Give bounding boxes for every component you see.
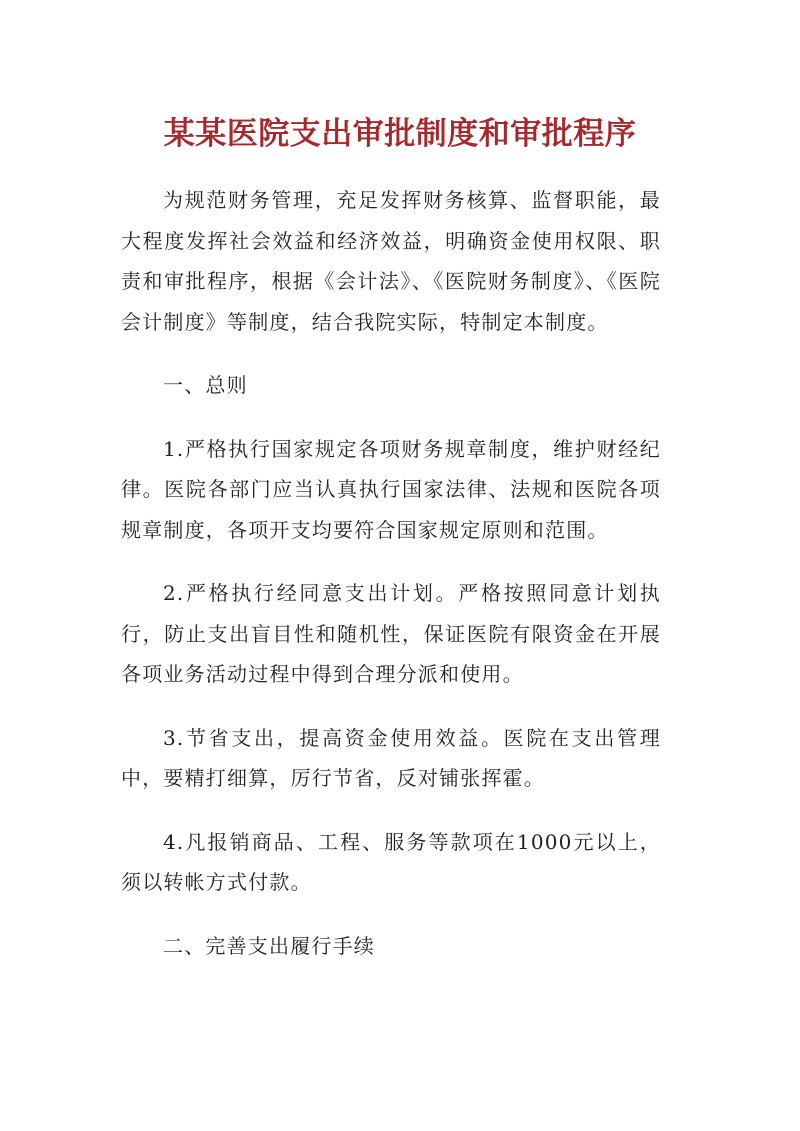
section-heading-procedures: 二、完善支出履行手续 [163,933,375,958]
document-title: 某某医院支出审批制度和审批程序 [163,116,637,152]
intro-paragraph: 为规范财务管理，充足发挥财务核算、监督职能，最大程度发挥社会效益和经济效益，明确资金使用权限、职责和审批程序，根据《会计法》、《医院财务制度》、《医院会计制度》等制度，结合我院实际，特制定本制度。 [121,188,661,334]
clause-1: 1.严格执行国家规定各项财务规章制度，维护财经纪律。医院各部门应当认真执行国家法律、法规和医院各项规章制度，各项开支均要符合国家规定原则和范围。 [121,436,661,542]
clause-4: 4.凡报销商品、工程、服务等款项在1000元以上，须以转帐方式付款。 [121,829,661,894]
clause-3: 3.节省支出，提高资金使用效益。医院在支出管理中，要精打细算，厉行节省，反对铺张挥霍。 [121,725,661,790]
section-heading-general: 一、总则 [163,373,248,397]
document-body [121,180,661,989]
clause-2: 2.严格执行经同意支出计划。严格按照同意计划执行，防止支出盲目性和随机性，保证医院有限资金在开展各项业务活动过程中得到合理分派和使用。 [121,581,661,686]
